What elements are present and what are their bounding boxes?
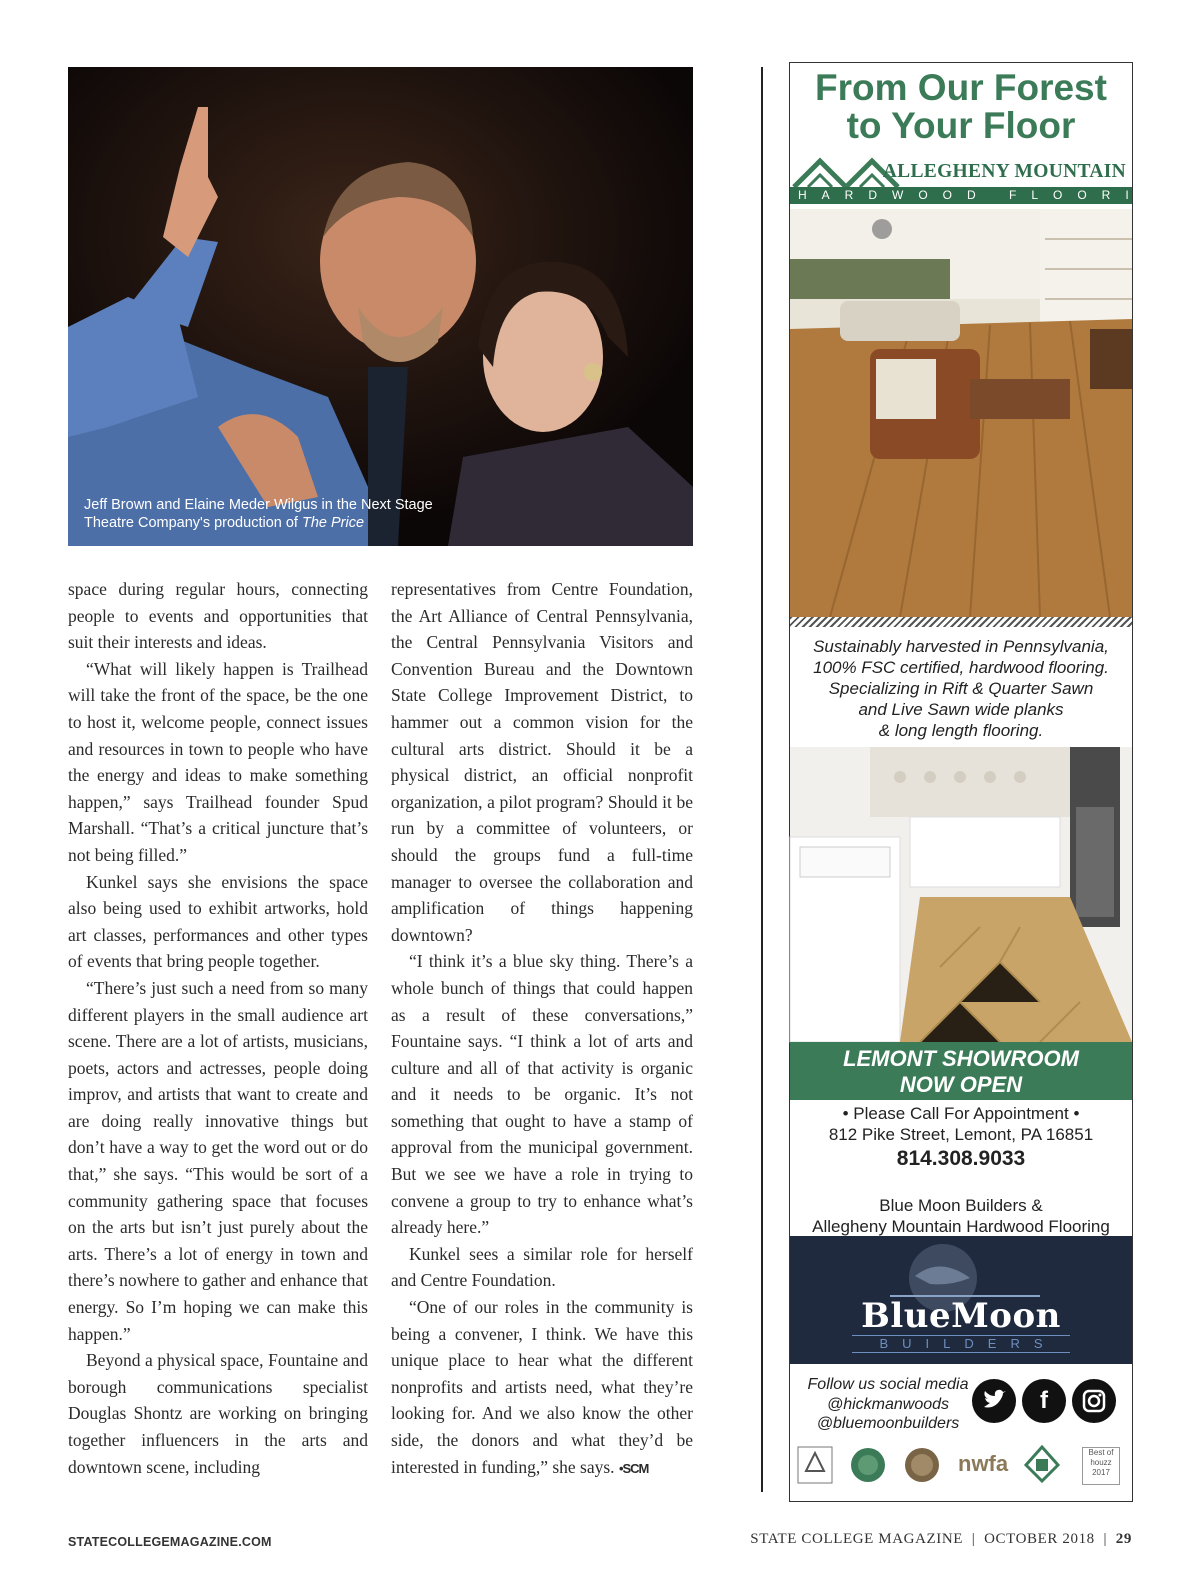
article-column-2	[391, 576, 693, 1482]
twitter-icon[interactable]	[972, 1379, 1016, 1423]
address: 812 Pike Street, Lemont, PA 16851	[828, 1125, 1094, 1144]
builders-line-1: Blue Moon Builders &	[879, 1196, 1043, 1215]
social-handle-hickman[interactable]: @hickmanwoods	[826, 1395, 950, 1413]
column-divider	[761, 67, 763, 1492]
showroom-line-1: LEMONT SHOWROOM	[843, 1046, 1079, 1071]
theatre-scene-illustration	[68, 67, 693, 546]
caption-title: The Price	[301, 515, 365, 531]
social-line-1: Follow us social media	[807, 1376, 969, 1393]
facebook-icon[interactable]: f	[1022, 1379, 1066, 1423]
decorative-hatch	[790, 617, 1132, 627]
paragraph: space during regular hours, connecting people to events and opportunities that suit their interests and ideas.	[68, 579, 368, 653]
nwfa-badge: nwfa	[958, 1451, 1009, 1476]
ad-headline-line-1: From Our Forest	[815, 67, 1107, 108]
footer-issue: OCTOBER 2018	[984, 1531, 1095, 1547]
certified-seal-icon	[848, 1445, 888, 1485]
kitchen-photo	[790, 747, 1132, 1042]
social-text	[798, 1375, 978, 1434]
certification-badges	[790, 1445, 1132, 1497]
footer-website[interactable]: STATECOLLEGEMAGAZINE.COM	[68, 1535, 272, 1549]
feature-photo	[68, 67, 693, 546]
page-number: 29	[1115, 1531, 1132, 1547]
tagline-line: and Live Sawn wide planks	[858, 700, 1064, 719]
footer-magazine: STATE COLLEGE MAGAZINE	[750, 1531, 964, 1547]
contact-info	[790, 1103, 1132, 1173]
tagline-line: Specializing in Rift & Quarter Sawn	[828, 679, 1094, 698]
tagline-line: Sustainably harvested in Pennsylvania,	[813, 637, 1109, 656]
social-media-block	[790, 1373, 1132, 1443]
pennsylvania-seal-icon	[902, 1445, 942, 1485]
advertisement	[789, 62, 1192, 1502]
hickman-badge-icon	[1022, 1445, 1062, 1485]
showroom-line-2: NOW OPEN	[899, 1072, 1023, 1097]
brand-name: ALLEGHENY MOUNTAIN	[882, 161, 1126, 182]
article-column-1	[68, 576, 368, 1480]
bluemoon-logo	[790, 1236, 1132, 1364]
bluemoon-name: BlueMoon	[861, 1296, 1061, 1336]
paragraph: Kunkel says she envisions the space also being used to exhibit artworks, hold art classes, performances and other types of events that bring people together.	[68, 871, 368, 972]
appointment-text: • Please Call For Appointment •	[842, 1104, 1080, 1123]
showroom-banner	[790, 1042, 1132, 1100]
tagline-line: & long length flooring.	[878, 721, 1044, 740]
ad-headline-line-2: to Your Floor	[846, 105, 1076, 146]
paragraph: “What will likely happen is Trailhead will take the front of the space, be the one to host it, welcome people, connect issues and resources in town to people who have the energy and ideas to make something happen,” says Trailhead founder Spud Marshall. “That’s a critical juncture that’s not being filled.”	[68, 658, 368, 865]
paragraph: representatives from Centre Foundation, the Art Alliance of Central Pennsylvania, the Central Pennsylvania Visitors and Convention Bureau and the Downtown State College Improvement District, to hammer out a common vision for the cultural arts district. Should it be a physical district, an official nonprofit organization, a pilot program? Should it be run by a committee of volunteers, or should the groups fund a full-time manager to oversee the collaboration and amplification of things happening downtown?	[391, 579, 693, 945]
instagram-icon[interactable]	[1072, 1379, 1116, 1423]
fsc-badge-icon	[796, 1445, 836, 1485]
paragraph	[391, 1294, 693, 1482]
social-handle-bluemoon[interactable]: @bluemoonbuilders	[816, 1415, 960, 1432]
paragraph-text: “One of our roles in the community is being a convener, I think. We have this unique place to hear what the different nonprofits and artists need, what they’re looking for. And we also know the other side, the donors and what they’d be interested in funding,” she says.	[391, 1297, 693, 1477]
paragraph: Kunkel sees a similar role for herself and Centre Foundation.	[391, 1243, 693, 1291]
houzz-badge: Best of houzz 2017	[1082, 1447, 1120, 1485]
end-mark: •SCM	[618, 1460, 649, 1476]
paragraph: Beyond a physical space, Fountaine and borough communications specialist Douglas Shontz are working on bringing together influencers in the arts and downtown scene, including	[68, 1350, 368, 1477]
footer-issue-info: STATE COLLEGE MAGAZINE | OCTOBER 2018 | 29	[750, 1531, 1132, 1547]
brand-subtitle: HARDWOOD FLOORING	[790, 187, 1132, 204]
paragraph: “I think it’s a blue sky thing. There’s a whole bunch of things that could happen as a result of these conversations,” Fountaine says. “I think a lot of arts and culture and all of that activity is organic and it needs to be organic. It’s not something that ought to have a stamp of approval from the municipal government. But we see we have a role in trying to convene a group to try to enhance what’s already here.”	[391, 951, 693, 1238]
caption-line-1: Jeff Brown and Elaine Meder Wilgus in the Next Stage	[84, 497, 433, 513]
bluemoon-subtitle: BUILDERS	[852, 1335, 1070, 1353]
living-room-photo	[790, 209, 1132, 617]
allegheny-logo	[790, 159, 1192, 209]
caption-line-2	[84, 514, 433, 532]
builders-text	[790, 1195, 1132, 1237]
ad-headline	[790, 69, 1132, 145]
tagline-line: 100% FSC certified, hardwood flooring.	[813, 658, 1109, 677]
photo-caption	[84, 496, 433, 532]
builders-line-2: Allegheny Mountain Hardwood Flooring	[812, 1217, 1110, 1236]
phone-number: 814.308.9033	[896, 1147, 1026, 1170]
ad-tagline	[790, 636, 1132, 741]
paragraph: “There’s just such a need from so many different players in the small audience art scene. There are a lot of artists, musicians, poets, actors and actresses, people doing improv, and artists that want to create and are doing really innovative things but don’t have a way to get the word out or do that,” she says. “This would be sort of a community gathering space that focuses on the arts but isn’t just purely about the arts. There’s a lot of energy in town and there’s nowhere to gather and enhance that energy. So I’m hoping we can make this happen.”	[68, 977, 368, 1344]
caption-prefix: Theatre Company's production of	[84, 515, 302, 531]
